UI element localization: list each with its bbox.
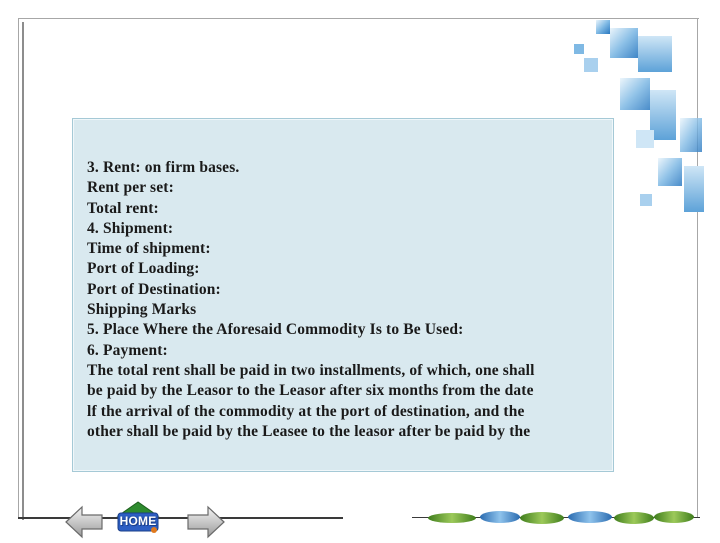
prev-button[interactable]	[64, 505, 104, 539]
cube	[658, 158, 682, 186]
text-line: The total rent shall be paid in two installments, of which, one shall	[87, 361, 535, 379]
cube	[684, 166, 704, 212]
next-button[interactable]	[186, 505, 226, 539]
text-line: 4. Shipment:	[87, 219, 174, 237]
cube	[640, 194, 652, 206]
text-line: Port of Destination:	[87, 280, 221, 298]
leaf-shape	[480, 511, 520, 523]
home-button[interactable]	[114, 500, 162, 538]
cube	[620, 78, 650, 110]
text-line: be paid by the Leasor to the Leasor after six months from the date	[87, 382, 534, 400]
home-label: HOME	[119, 514, 157, 528]
slide-text	[87, 158, 607, 442]
right-arrow-icon	[188, 507, 224, 537]
cube	[596, 20, 610, 34]
decorative-leaves	[412, 500, 702, 540]
leaf-shape	[520, 512, 564, 524]
cube	[638, 36, 672, 72]
cube	[574, 44, 584, 54]
text-line: Port of Loading:	[87, 260, 200, 278]
leaf-shape	[654, 511, 694, 523]
cube	[636, 130, 654, 148]
text-line: Time of shipment:	[87, 240, 211, 258]
cube	[584, 58, 598, 72]
text-line: other shall be paid by the Leasee to the leasor after be paid by the	[87, 422, 531, 440]
left-arrow-icon	[66, 507, 102, 537]
text-line: Rent per set:	[87, 179, 174, 197]
text-line: Shipping Marks	[87, 301, 197, 319]
cube	[610, 28, 638, 58]
leaf-shape	[614, 512, 654, 524]
text-line: 6. Payment:	[87, 341, 168, 359]
leaf-shape	[568, 511, 612, 523]
text-line: 5. Place Where the Aforesaid Commodity Is to Be Used:	[87, 321, 464, 339]
frame-left-bar	[22, 22, 24, 520]
text-line: lf the arrival of the commodity at the port of destination, and the	[87, 402, 525, 420]
text-line: 3. Rent: on firm bases.	[87, 159, 240, 176]
text-line: Total rent:	[87, 199, 159, 217]
leaf-shape	[428, 513, 476, 523]
cube	[680, 118, 702, 152]
